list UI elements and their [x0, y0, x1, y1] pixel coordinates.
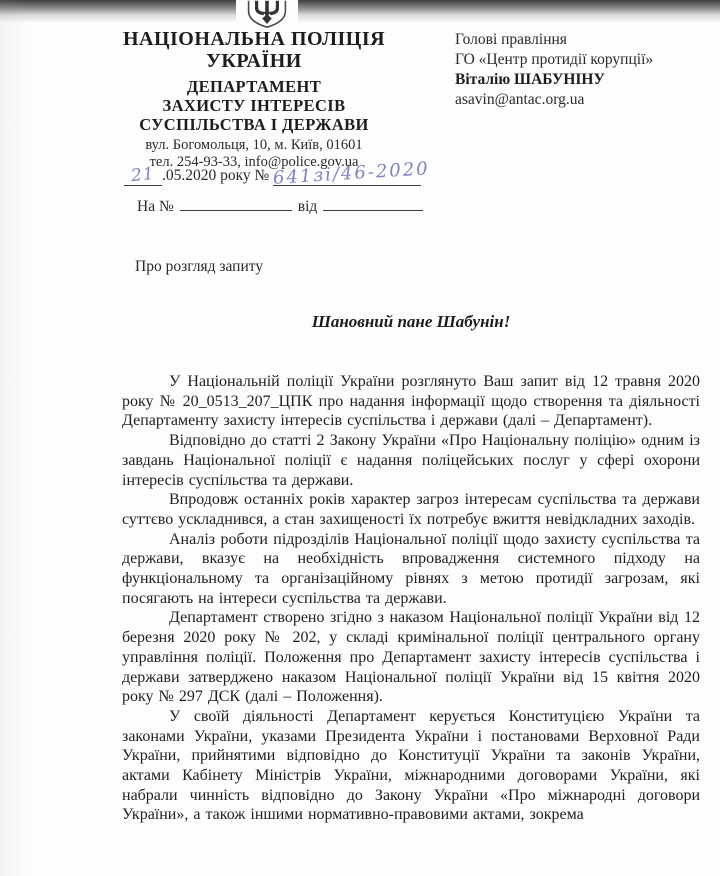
handwritten-day: 21	[130, 163, 156, 187]
handwritten-day-slot	[124, 165, 162, 186]
org-address: вул. Богомольця, 10, м. Київ, 01601	[145, 137, 363, 153]
salutation: Шановний пане Шабунін!	[311, 312, 511, 331]
recipient-title: Голові правління	[455, 31, 567, 48]
recipient-name: Віталію ШАБУНІНУ	[455, 71, 605, 88]
paragraph: У своїй діяльності Департамент керується Конституцією України та законами України, указами Президента України і постановами Верховної Ради України, прийнятими відповідно до Конституції України та законів України, актами Кабінету Міністрів України, міжнародними договорами України, які набрали чинність відповідно до Закону України «Про міжнародні договори України», а також іншими нормативно-правовими актами, зокрема	[122, 707, 700, 824]
scan-left-shadow	[0, 0, 30, 876]
date-printed: .05.2020 року №	[162, 167, 270, 184]
recipient-email: asavin@antac.org.ua	[455, 91, 585, 108]
paragraph: Аналіз роботи підрозділів Національної поліції щодо захисту суспільства та держави, вказує на необхідність впровадження системного підходу на функціональному та організаційному рівнях з метою протидії загрозам, які посягають на інтереси суспільства та держави.	[122, 530, 700, 607]
org-dept-line: ЗАХИСТУ ІНТЕРЕСІВ	[162, 96, 346, 115]
org-name-line: НАЦІОНАЛЬНА ПОЛІЦІЯ	[122, 28, 386, 50]
ref-blank-number	[180, 196, 292, 211]
scan-top-shadow	[0, 0, 720, 23]
sender-org-block	[104, 28, 404, 170]
letter-subject: Про розгляд запиту	[135, 258, 264, 275]
ref-blank-date	[323, 196, 423, 211]
ref-middle: від	[297, 198, 318, 215]
recipient-org: ГО «Центр протидії корупції»	[455, 51, 654, 68]
handwritten-number: 641зі/46-2020	[272, 158, 431, 189]
org-dept-line: СУСПІЛЬСТВА І ДЕРЖАВИ	[139, 115, 369, 134]
paragraph: У Національній поліції України розглянуто Ваш запит від 12 травня 2020 року № 20_0513_207_ЦПК про надання інформації щодо створення та діяльності Департаменту захисту інтересів суспільства і держави (далі – Департамент).	[122, 373, 700, 430]
org-dept-line: ДЕПАРТАМЕНТ	[186, 77, 322, 96]
recipient-block	[455, 30, 710, 110]
handwritten-number-slot	[272, 158, 431, 189]
org-contact: тел. 254-93-33, info@police.gov.ua	[149, 153, 359, 170]
ref-prefix: На №	[137, 198, 174, 215]
org-name-line: УКРАЇНИ	[206, 50, 302, 72]
paragraph: Відповідно до статті 2 Закону України «Про Національну поліцію» одним із завдань Національної поліції є надання поліцейських послуг у сфері охорони інтересів суспільства та держави.	[122, 432, 700, 489]
paragraph: Департамент створено згідно з наказом Національної поліції України від 12 березня 2020 року № 202, у складі кримінальної поліції центрального органу управління поліції. Положення про Департамент захисту інтересів суспільства і держави затверджено наказом Національної поліції України від 15 квітня 2020 року № 297 ДСК (далі – Положення).	[122, 609, 700, 706]
reference-line	[137, 196, 423, 216]
paragraph: Впродовж останніх років характер загроз інтересам суспільства та держави суттєво ускладнився, а стан захищеності їх потребує вжиття невідкладних заходів.	[122, 491, 700, 528]
letter-body	[122, 372, 700, 825]
